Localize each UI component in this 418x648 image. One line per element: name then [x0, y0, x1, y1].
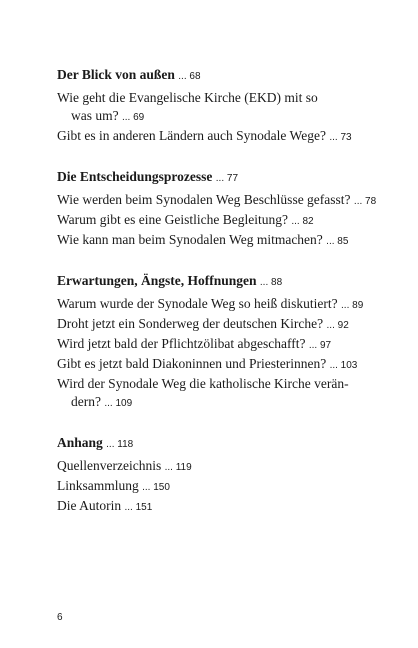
toc-entry	[57, 211, 387, 231]
entry-text: Gibt es in anderen Ländern auch Synodale Wege?	[57, 128, 326, 143]
toc-entry	[57, 231, 387, 251]
page-number: ... 150	[142, 482, 170, 493]
entry-continuation-text: was um?	[71, 108, 119, 123]
toc-entry	[57, 375, 387, 413]
page-number: ... 119	[164, 462, 192, 473]
page-number: ... 88	[259, 277, 283, 288]
page-number: ... 82	[291, 216, 314, 227]
section-title: Der Blick von außen	[57, 67, 175, 82]
section-title: Die Entscheidungsprozesse	[57, 169, 213, 184]
page-number: ... 78	[353, 196, 377, 207]
page-number: ... 68	[178, 71, 201, 82]
entry-text: Gibt es jetzt bald Diakoninnen und Priesterinnen?	[57, 356, 327, 371]
entry-text: Wie geht die Evangelische Kirche (EKD) mit so	[57, 90, 318, 105]
entry-text: Wie werden beim Synodalen Weg Beschlüsse gefasst?	[57, 192, 351, 207]
section-heading	[57, 66, 387, 86]
page-number: ... 97	[308, 340, 332, 351]
page-number: ... 109	[104, 398, 133, 409]
section-title: Anhang	[57, 435, 103, 450]
toc-section	[57, 434, 387, 517]
entry-text: Wird jetzt bald der Pflichtzölibat abgeschafft?	[57, 336, 306, 351]
toc-entry	[57, 127, 387, 147]
page-number: ... 151	[124, 502, 153, 513]
toc-entry	[57, 457, 387, 477]
page-number: ... 118	[106, 439, 134, 450]
page-number: ... 85	[326, 236, 349, 247]
section-heading	[57, 272, 387, 292]
page-number: ... 89	[341, 300, 364, 311]
entry-text: Wird der Synodale Weg die katholische Kirche verän-	[57, 376, 349, 391]
toc-entry	[57, 355, 387, 375]
entry-continuation	[57, 393, 387, 413]
page-number: ... 103	[329, 360, 358, 371]
page-folio: 6	[57, 612, 63, 623]
entry-text: Droht jetzt ein Sonderweg der deutschen Kirche?	[57, 316, 324, 331]
entry-text: Wie kann man beim Synodalen Weg mitmachen?	[57, 232, 323, 247]
toc-entry	[57, 315, 387, 335]
entry-text: Die Autorin	[57, 498, 122, 513]
page-number: ... 73	[329, 132, 352, 143]
entry-text: Warum gibt es eine Geistliche Begleitung?	[57, 212, 288, 227]
toc-section	[57, 66, 387, 147]
toc-section	[57, 272, 387, 413]
page-number: ... 92	[326, 320, 349, 331]
entry-text: Linksammlung	[57, 478, 139, 493]
toc-entry	[57, 295, 387, 315]
page-number: ... 77	[215, 173, 239, 184]
toc-entry	[57, 497, 387, 517]
entry-text: Warum wurde der Synodale Weg so heiß diskutiert?	[57, 296, 338, 311]
toc-entry	[57, 335, 387, 355]
section-heading	[57, 168, 387, 188]
entry-continuation-text: dern?	[71, 394, 101, 409]
entry-continuation	[57, 107, 387, 127]
toc-entry	[57, 477, 387, 497]
toc-entry	[57, 191, 387, 211]
toc-entry	[57, 89, 387, 127]
page-number: ... 69	[122, 112, 145, 123]
table-of-contents	[57, 66, 387, 538]
toc-section	[57, 168, 387, 251]
section-heading	[57, 434, 387, 454]
entry-text: Quellenverzeichnis	[57, 458, 162, 473]
section-title: Erwartungen, Ängste, Hoffnungen	[57, 273, 257, 288]
